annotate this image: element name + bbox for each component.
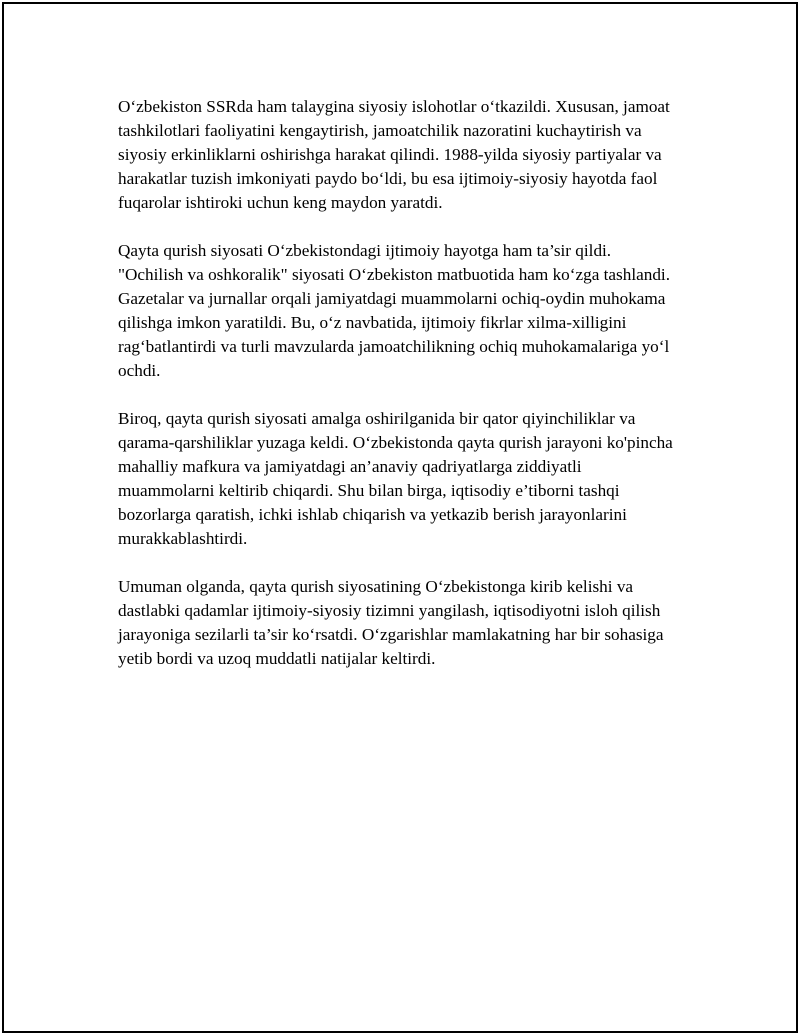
- paragraph-1: O‘zbekiston SSRda ham talaygina siyosiy islohotlar o‘tkazildi. Xususan, jamoat tashkilotlari faoliyatini kengaytirish, jamoatchilik nazoratini kuchaytirish va siyosiy erkinliklarni oshirishga harakat qilindi. 1988-yilda siyosiy partiyalar va harakatlar tuzish imkoniyati paydo bo‘ldi, bu esa ijtimoiy-siyosiy hayotda faol fuqarolar ishtiroki uchun keng maydon yaratdi.: [118, 97, 670, 212]
- paragraph-4: Umuman olganda, qayta qurish siyosatining O‘zbekistonga kirib kelishi va dastlabki qadamlar ijtimoiy-siyosiy tizimni yangilash, iqtisodiyotni isloh qilish jarayoniga sezilarli ta’sir ko‘rsatdi. O‘zgarishlar mamlakatning har bir sohasiga yetib bordi va uzoq muddatli natijalar keltirdi.: [118, 577, 664, 668]
- paragraph-3: Biroq, qayta qurish siyosati amalga oshirilganida bir qator qiyinchiliklar va qarama-qarshiliklar yuzaga keldi. O‘zbekistonda qayta qurish jarayoni ko'pincha mahalliy mafkura va jamiyatdagi an’anaviy qadriyatlarga ziddiyatli muammolarni keltirib chiqardi. Shu bilan birga, iqtisodiy e’tiborni tashqi bozorlarga qaratish, ichki ishlab chiqarish va yetkazib berish jarayonlarini murakkablashtirdi.: [118, 409, 673, 548]
- paragraph-2: Qayta qurish siyosati O‘zbekistondagi ijtimoiy hayotga ham ta’sir qildi. "Ochilish va oshkoralik" siyosati O‘zbekiston matbuotida ham ko‘zga tashlandi. Gazetalar va jurnallar orqali jamiyatdagi muammolarni ochiq-oydin muhokama qilishga imkon yaratildi. Bu, o‘z navbatida, ijtimoiy fikrlar xilma-xilligini rag‘batlantirdi va turli mavzularda jamoatchilikning ochiq muhokamalariga yo‘l ochdi.: [118, 241, 670, 380]
- document-body: [118, 95, 678, 695]
